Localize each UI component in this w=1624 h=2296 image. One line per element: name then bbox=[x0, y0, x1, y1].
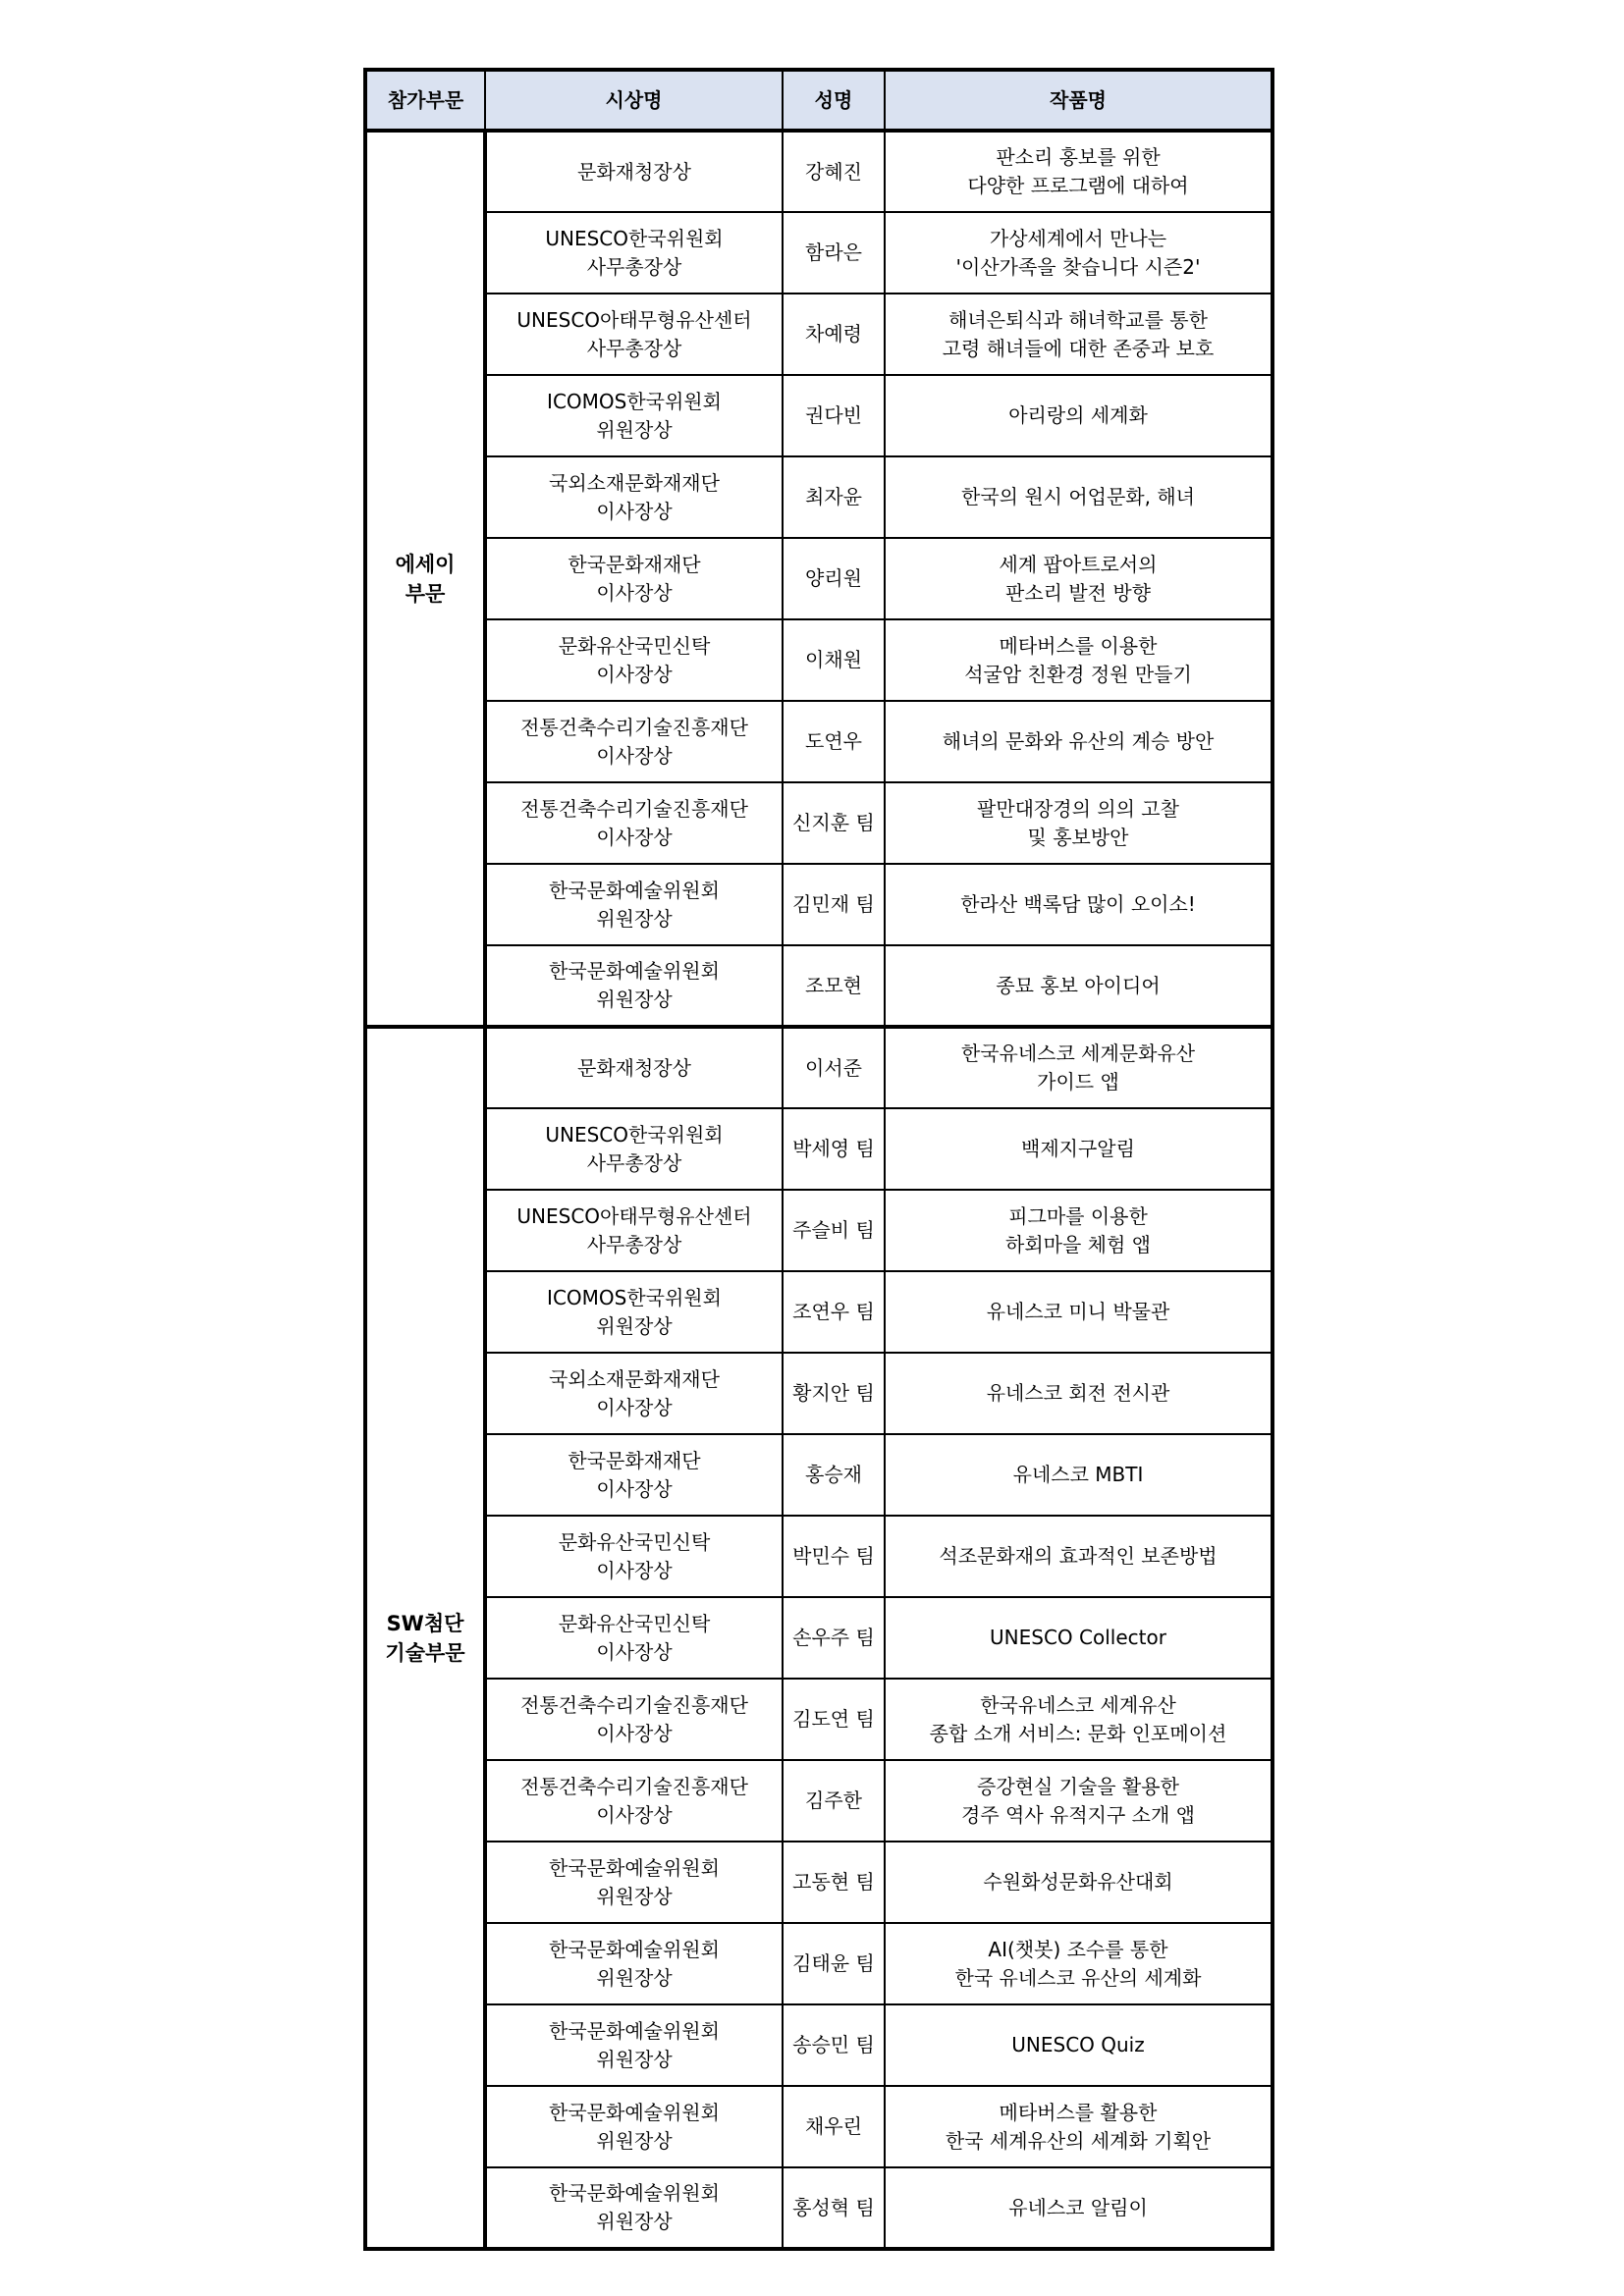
work-line: 한국유네스코 세계문화유산 bbox=[960, 1041, 1196, 1065]
name-cell: 김태윤 팀 bbox=[783, 1923, 885, 2004]
work-cell bbox=[885, 782, 1272, 864]
award-line: 전통건축수리기술진흥재단 bbox=[520, 796, 748, 821]
award-line: 한국문화예술위원회 bbox=[549, 1937, 720, 1961]
work-cell bbox=[885, 1516, 1272, 1597]
work-line: 피그마를 이용한 bbox=[1008, 1203, 1148, 1228]
name-cell: 홍성혁 팀 bbox=[783, 2167, 885, 2249]
award-cell bbox=[485, 1434, 783, 1516]
award-line: 한국문화재재단 bbox=[568, 1448, 701, 1472]
award-line: 이사장상 bbox=[596, 1395, 673, 1419]
award-line: 전통건축수리기술진흥재단 bbox=[520, 1774, 748, 1798]
award-cell bbox=[485, 2004, 783, 2086]
work-cell bbox=[885, 864, 1272, 945]
award-line: 국외소재문화재재단 bbox=[549, 1366, 720, 1391]
table-row bbox=[365, 782, 1272, 864]
award-cell bbox=[485, 1842, 783, 1923]
award-line: 이사장상 bbox=[596, 1558, 673, 1582]
work-line: 가상세계에서 만나는 bbox=[989, 226, 1167, 250]
award-line: 문화유산국민신탁 bbox=[558, 633, 711, 658]
table-row bbox=[365, 1353, 1272, 1434]
work-cell bbox=[885, 1679, 1272, 1760]
award-cell bbox=[485, 1108, 783, 1190]
table-row bbox=[365, 864, 1272, 945]
award-line: 사무총장상 bbox=[586, 1150, 682, 1175]
work-line: 팔만대장경의 의의 고찰 bbox=[977, 796, 1179, 821]
work-line: 한라산 백록담 많이 오이소! bbox=[960, 892, 1196, 916]
award-cell bbox=[485, 2086, 783, 2167]
table-row bbox=[365, 294, 1272, 375]
award-line: 위원장상 bbox=[596, 2210, 673, 2233]
name-cell: 김민재 팀 bbox=[783, 864, 885, 945]
award-line: 한국문화재재단 bbox=[568, 552, 701, 576]
work-line: 하회마을 체험 앱 bbox=[1005, 1232, 1151, 1256]
table-row bbox=[365, 538, 1272, 619]
category-line: 부문 bbox=[405, 581, 446, 606]
work-cell bbox=[885, 375, 1272, 456]
table-row bbox=[365, 1597, 1272, 1679]
work-cell bbox=[885, 1271, 1272, 1353]
award-line: 사무총장상 bbox=[586, 336, 682, 360]
work-line: 한국 세계유산의 세계화 기획안 bbox=[945, 2128, 1212, 2153]
award-line: UNESCO아태무형유산센터 bbox=[516, 307, 752, 332]
name-cell: 함라은 bbox=[783, 212, 885, 294]
award-line: 한국문화예술위원회 bbox=[549, 1855, 720, 1880]
award-cell bbox=[485, 1760, 783, 1842]
name-cell: 강혜진 bbox=[783, 131, 885, 212]
award-line: 위원장상 bbox=[596, 1884, 673, 1908]
award-cell bbox=[485, 1353, 783, 1434]
work-cell bbox=[885, 1190, 1272, 1271]
work-line: AI(챗봇) 조수를 통한 bbox=[988, 1937, 1168, 1961]
work-line: 한국의 원시 어업문화, 해녀 bbox=[961, 485, 1195, 508]
work-line: 가이드 앱 bbox=[1037, 1070, 1119, 1094]
table-row bbox=[365, 1516, 1272, 1597]
name-cell: 고동현 팀 bbox=[783, 1842, 885, 1923]
name-cell: 권다빈 bbox=[783, 375, 885, 456]
award-cell bbox=[485, 1597, 783, 1679]
name-cell: 송승민 팀 bbox=[783, 2004, 885, 2086]
table-row bbox=[365, 212, 1272, 294]
table-row bbox=[365, 1027, 1272, 1108]
work-line: 판소리 홍보를 위한 bbox=[996, 145, 1161, 169]
work-line: 세계 팝아트로서의 bbox=[999, 552, 1158, 576]
award-cell bbox=[485, 538, 783, 619]
award-line: 사무총장상 bbox=[586, 1232, 682, 1256]
award-line: 위원장상 bbox=[596, 1965, 673, 1990]
work-line: 한국유네스코 세계유산 bbox=[980, 1692, 1176, 1717]
name-cell: 주슬비 팀 bbox=[783, 1190, 885, 1271]
award-line: 한국문화예술위원회 bbox=[549, 959, 720, 983]
work-line: 백제지구알림 bbox=[1021, 1137, 1135, 1160]
header-award: 시상명 bbox=[485, 70, 783, 131]
award-line: 전통건축수리기술진흥재단 bbox=[520, 715, 748, 739]
work-line: 메타버스를 활용한 bbox=[999, 2100, 1158, 2124]
work-line: 메타버스를 이용한 bbox=[999, 633, 1158, 658]
award-line: 위원장상 bbox=[596, 2047, 673, 2071]
work-cell bbox=[885, 1353, 1272, 1434]
name-cell: 손우주 팀 bbox=[783, 1597, 885, 1679]
award-line: ICOMOS한국위원회 bbox=[547, 1285, 722, 1309]
work-line: 판소리 발전 방향 bbox=[1005, 580, 1151, 605]
award-line: 이사장상 bbox=[596, 499, 673, 523]
table-row bbox=[365, 1923, 1272, 2004]
table-row bbox=[365, 1271, 1272, 1353]
work-line: 한국 유네스코 유산의 세계화 bbox=[954, 1965, 1202, 1990]
award-line: 국외소재문화재재단 bbox=[549, 470, 720, 495]
table-row bbox=[365, 1108, 1272, 1190]
name-cell: 최자윤 bbox=[783, 456, 885, 538]
award-line: 이사장상 bbox=[596, 1802, 673, 1827]
section-group-2 bbox=[365, 1027, 1272, 2249]
award-cell bbox=[485, 619, 783, 701]
award-line: 이사장상 bbox=[596, 580, 673, 605]
award-line: 사무총장상 bbox=[586, 254, 682, 279]
work-cell bbox=[885, 2086, 1272, 2167]
work-cell bbox=[885, 1923, 1272, 2004]
award-line: 위원장상 bbox=[596, 906, 673, 931]
work-cell bbox=[885, 1108, 1272, 1190]
award-line: 문화재청장상 bbox=[577, 159, 691, 184]
work-line: 해녀의 문화와 유산의 계승 방안 bbox=[942, 729, 1215, 753]
award-line: 위원장상 bbox=[596, 988, 673, 1011]
name-cell: 도연우 bbox=[783, 701, 885, 782]
name-cell: 차예령 bbox=[783, 294, 885, 375]
award-cell bbox=[485, 131, 783, 212]
award-line: 위원장상 bbox=[596, 2128, 673, 2153]
work-cell bbox=[885, 619, 1272, 701]
award-cell bbox=[485, 2167, 783, 2249]
award-line: 이사장상 bbox=[596, 1476, 673, 1501]
award-line: 전통건축수리기술진흥재단 bbox=[520, 1692, 748, 1717]
name-cell: 김주한 bbox=[783, 1760, 885, 1842]
work-line: UNESCO Quiz bbox=[1011, 2033, 1145, 2056]
table-row bbox=[365, 2086, 1272, 2167]
work-line: 유네스코 미니 박물관 bbox=[986, 1300, 1170, 1323]
header-row bbox=[365, 70, 1272, 131]
work-line: 아리랑의 세계화 bbox=[1008, 403, 1148, 427]
category-line: SW첨단 bbox=[386, 1611, 464, 1635]
award-cell bbox=[485, 1271, 783, 1353]
work-line: 및 홍보방안 bbox=[1027, 825, 1129, 849]
award-cell bbox=[485, 945, 783, 1027]
award-line: UNESCO한국위원회 bbox=[545, 226, 724, 250]
award-line: 한국문화예술위원회 bbox=[549, 2100, 720, 2124]
award-line: UNESCO한국위원회 bbox=[545, 1122, 724, 1147]
award-cell bbox=[485, 1190, 783, 1271]
award-cell bbox=[485, 212, 783, 294]
award-line: 이사장상 bbox=[596, 1721, 673, 1745]
name-cell: 황지안 팀 bbox=[783, 1353, 885, 1434]
work-line: 석굴암 친환경 정원 만들기 bbox=[964, 662, 1192, 686]
award-line: 위원장상 bbox=[596, 417, 673, 442]
award-line: 위원장상 bbox=[596, 1313, 673, 1338]
work-cell bbox=[885, 701, 1272, 782]
work-line: 고령 해녀들에 대한 존중과 보호 bbox=[942, 336, 1215, 360]
category-cell bbox=[365, 131, 485, 1027]
work-line: 종묘 홍보 아이디어 bbox=[996, 973, 1161, 997]
name-cell: 홍승재 bbox=[783, 1434, 885, 1516]
work-cell bbox=[885, 538, 1272, 619]
work-line: 경주 역사 유적지구 소개 앱 bbox=[961, 1802, 1195, 1827]
work-cell bbox=[885, 131, 1272, 212]
award-line: 이사장상 bbox=[596, 743, 673, 768]
work-cell bbox=[885, 1842, 1272, 1923]
table-row bbox=[365, 1190, 1272, 1271]
work-cell bbox=[885, 2167, 1272, 2249]
award-cell bbox=[485, 456, 783, 538]
name-cell: 박세영 팀 bbox=[783, 1108, 885, 1190]
award-line: UNESCO아태무형유산센터 bbox=[516, 1203, 752, 1228]
name-cell: 조연우 팀 bbox=[783, 1271, 885, 1353]
name-cell: 김도연 팀 bbox=[783, 1679, 885, 1760]
award-cell bbox=[485, 294, 783, 375]
work-cell bbox=[885, 456, 1272, 538]
name-cell: 신지훈 팀 bbox=[783, 782, 885, 864]
award-line: 문화유산국민신탁 bbox=[558, 1529, 711, 1554]
table-header bbox=[365, 70, 1272, 131]
category-line: 에세이 bbox=[395, 552, 456, 576]
work-cell bbox=[885, 1760, 1272, 1842]
work-cell bbox=[885, 212, 1272, 294]
award-cell bbox=[485, 864, 783, 945]
award-line: 이사장상 bbox=[596, 825, 673, 849]
work-line: 증강현실 기술을 활용한 bbox=[977, 1774, 1179, 1798]
table-row bbox=[365, 1434, 1272, 1516]
table-row bbox=[365, 619, 1272, 701]
work-cell bbox=[885, 1434, 1272, 1516]
table-row bbox=[365, 1679, 1272, 1760]
work-cell bbox=[885, 2004, 1272, 2086]
award-line: 이사장상 bbox=[596, 1639, 673, 1664]
award-winners-table bbox=[363, 68, 1274, 2251]
award-cell bbox=[485, 1516, 783, 1597]
award-cell bbox=[485, 1679, 783, 1760]
table-row bbox=[365, 131, 1272, 212]
work-cell bbox=[885, 294, 1272, 375]
work-cell bbox=[885, 1027, 1272, 1108]
work-line: 유네스코 MBTI bbox=[1012, 1463, 1144, 1486]
work-line: 종합 소개 서비스: 문화 인포메이션 bbox=[929, 1721, 1227, 1745]
header-category: 참가부문 bbox=[365, 70, 485, 131]
name-cell: 박민수 팀 bbox=[783, 1516, 885, 1597]
category-line: 기술부문 bbox=[385, 1640, 465, 1665]
header-work: 작품명 bbox=[885, 70, 1272, 131]
award-line: 한국문화예술위원회 bbox=[549, 2181, 720, 2205]
award-cell bbox=[485, 375, 783, 456]
award-line: 한국문화예술위원회 bbox=[549, 878, 720, 902]
name-cell: 조모현 bbox=[783, 945, 885, 1027]
table-row bbox=[365, 945, 1272, 1027]
work-line: 수원화성문화유산대회 bbox=[983, 1870, 1173, 1894]
award-cell bbox=[485, 782, 783, 864]
work-line: 유네스코 알림이 bbox=[1008, 2195, 1148, 2219]
work-cell bbox=[885, 945, 1272, 1027]
award-line: 문화재청장상 bbox=[577, 1055, 691, 1080]
table-row bbox=[365, 375, 1272, 456]
work-line: 석조문화재의 효과적인 보존방법 bbox=[939, 1544, 1218, 1568]
work-line: 해녀은퇴식과 해녀학교를 통한 bbox=[948, 307, 1208, 332]
table-row bbox=[365, 701, 1272, 782]
section-group-1 bbox=[365, 131, 1272, 1027]
table-row bbox=[365, 2004, 1272, 2086]
work-line: 유네스코 회전 전시관 bbox=[986, 1381, 1170, 1405]
work-line: 다양한 프로그램에 대하여 bbox=[967, 174, 1189, 197]
name-cell: 채우린 bbox=[783, 2086, 885, 2167]
name-cell: 양리원 bbox=[783, 538, 885, 619]
header-name: 성명 bbox=[783, 70, 885, 131]
award-line: ICOMOS한국위원회 bbox=[547, 389, 722, 413]
award-line: 문화유산국민신탁 bbox=[558, 1611, 711, 1635]
table-row bbox=[365, 1760, 1272, 1842]
table-row bbox=[365, 456, 1272, 538]
award-line: 한국문화예술위원회 bbox=[549, 2018, 720, 2043]
table-row bbox=[365, 2167, 1272, 2249]
name-cell: 이서준 bbox=[783, 1027, 885, 1108]
work-line: UNESCO Collector bbox=[990, 1626, 1166, 1649]
award-cell bbox=[485, 1923, 783, 2004]
award-line: 이사장상 bbox=[596, 662, 673, 686]
category-cell bbox=[365, 1027, 485, 2249]
table-row bbox=[365, 1842, 1272, 1923]
work-line: '이산가족을 찾습니다 시즌2' bbox=[955, 254, 1201, 279]
award-cell bbox=[485, 701, 783, 782]
name-cell: 이채원 bbox=[783, 619, 885, 701]
work-cell bbox=[885, 1597, 1272, 1679]
award-cell bbox=[485, 1027, 783, 1108]
